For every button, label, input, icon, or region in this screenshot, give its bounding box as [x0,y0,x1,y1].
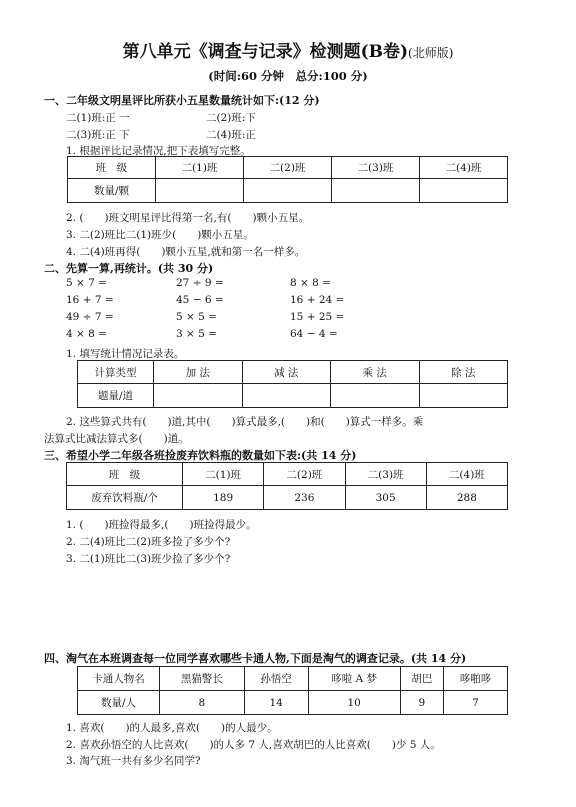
edition-text: (北师版) [408,46,454,60]
table-header-cell: 二(2)班 [264,463,345,486]
table-header-cell: 乘 法 [331,361,420,384]
expression: 49 ÷ 7 = [66,311,114,323]
sec1-table [67,156,508,203]
expression: 16 + 7 = [66,294,114,306]
sec1-q3: 3. 二(2)班比二(1)班少( )颗小五星。 [66,229,254,241]
table-cell: 8 [160,691,245,715]
sec1-q2: 2. ( )班文明星评比得第一名,有( )颗小五星。 [66,212,310,224]
time-info: (时间:60 分钟 总分:100 分) [208,69,368,83]
expression: 16 + 24 = [290,294,345,306]
sec2-table-header-row [78,361,508,384]
answer-cell[interactable] [419,384,508,408]
expression: 5 × 7 = [66,277,107,289]
table-header-cell: 加 法 [154,361,243,384]
table-row-label: 数量/颗 [68,179,156,203]
section-4-heading: 四、淘气在本班调查每一位同学喜欢哪些卡通人物,下面是淘气的调查记录。(共 14 分) [44,652,467,665]
tally-4: 二(4)班:正 [206,129,256,141]
sec3-table-header-row [67,463,508,486]
expression: 27 ÷ 9 = [176,277,224,289]
sec4-q2: 2. 喜欢孙悟空的人比喜欢( )的人多 7 人,喜欢胡巴的人比喜欢( )少 5 人。 [66,739,441,751]
table-cell: 189 [183,486,264,510]
sec4-q3: 3. 淘气班一共有多少名同学? [66,755,201,767]
table-header-cell: 二(3)班 [345,463,426,486]
sec1-q4: 4. 二(4)班再得( )颗小五星,就和第一名一样多。 [66,246,306,258]
table-row-label: 数量/人 [78,691,160,715]
section-3-heading: 三、希望小学二年级各班捡废弃饮料瓶的数量如下表:(共 14 分) [44,449,357,462]
answer-cell[interactable] [332,179,420,203]
table-header-cell: 胡巴 [400,667,443,691]
sec4-table-data-row [78,691,508,715]
sec2-q1: 1. 填写统计情况记录表。 [66,348,185,360]
table-cell: 7 [443,691,507,715]
table-header-cell: 黑猫警长 [160,667,245,691]
table-cell: 10 [308,691,400,715]
sec3-q1: 1. ( )班捡得最多,( )班捡得最少。 [66,519,257,531]
table-header-cell: 二(4)班 [420,157,508,179]
table-row-label: 题量/道 [78,384,154,408]
sec3-q2: 2. 二(4)班比二(2)班多捡了多少个? [66,536,231,548]
table-header-cell: 卡通人物名 [78,667,160,691]
title-text: 第八单元《调查与记录》检测题(B卷) [122,42,409,62]
answer-cell[interactable] [156,179,244,203]
table-cell: 236 [264,486,345,510]
sec2-table-data-row [78,384,508,408]
table-header-cell: 二(3)班 [332,157,420,179]
sec2-q2-line2: 法算式比减法算式多( )道。 [44,433,189,445]
table-header-cell: 减 法 [242,361,331,384]
table-row-label: 废弃饮料瓶/个 [67,486,183,510]
table-header-cell: 除 法 [419,361,508,384]
sec3-q3: 3. 二(1)班比二(3)班少捡了多少个? [66,553,231,565]
section-2-heading: 二、先算一算,再统计。(共 30 分) [44,262,214,275]
expression: 4 × 8 = [66,328,107,340]
sec3-table [66,462,508,510]
table-header-cell: 二(2)班 [244,157,332,179]
sec1-q1: 1. 根据评比记录情况,把下表填写完整。 [66,145,251,157]
sec4-table-header-row [78,667,508,691]
table-header-cell: 哆啪哆 [443,667,507,691]
answer-cell[interactable] [420,179,508,203]
table-cell: 9 [400,691,443,715]
table-header-cell: 二(4)班 [426,463,507,486]
tally-3: 二(3)班:正 下 [66,129,130,141]
expression: 15 + 25 = [290,311,345,323]
table-header-cell: 孙悟空 [244,667,308,691]
table-header-cell: 班 级 [67,463,183,486]
sec2-q2-line1: 2. 这些算式共有( )道,其中( )算式最多,( )和( )算式一样多。乘 [66,416,424,428]
table-header-cell: 班 级 [68,157,156,179]
expression: 3 × 5 = [176,328,217,340]
answer-cell[interactable] [244,179,332,203]
section-1-heading: 一、二年级文明星评比所获小五星数量统计如下:(12 分) [44,94,320,107]
answer-cell[interactable] [331,384,420,408]
table-header-cell: 哆啦 A 梦 [308,667,400,691]
tally-1: 二(1)班:正 一 [66,112,130,124]
expression: 45 − 6 = [176,294,224,306]
table-cell: 14 [244,691,308,715]
table-cell: 305 [345,486,426,510]
answer-cell[interactable] [154,384,243,408]
sec4-q1: 1. 喜欢( )的人最多,喜欢( )的人最少。 [66,722,278,734]
tally-2: 二(2)班:下 [206,112,256,124]
sec2-table [77,360,508,408]
expression: 64 − 4 = [290,328,338,340]
sec3-table-data-row [67,486,508,510]
expression: 5 × 5 = [176,311,217,323]
sec4-table [77,666,508,715]
table-header-cell: 二(1)班 [183,463,264,486]
table-header-cell: 计算类型 [78,361,154,384]
answer-cell[interactable] [242,384,331,408]
expression: 8 × 8 = [290,277,331,289]
table-header-cell: 二(1)班 [156,157,244,179]
sec1-table-header-row [68,157,508,179]
sec1-table-data-row [68,179,508,203]
page-title [0,37,576,62]
table-cell: 288 [426,486,507,510]
